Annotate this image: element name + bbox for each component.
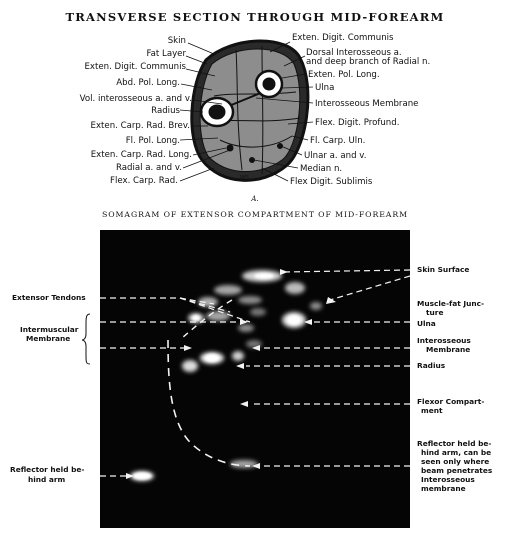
sono-label-ulna: Ulna [417, 319, 436, 328]
sono-label-reflector-1: Reflector held be- [10, 465, 85, 474]
label-skin: Skin [167, 36, 186, 46]
sono-label-flexor-2: ment [421, 406, 443, 415]
sono-label-refl-1: Reflector held be- [417, 439, 492, 448]
label-flex-digit-sublimis: Flex Digit. Sublimis [290, 177, 373, 187]
label-radius: Radius [151, 106, 180, 116]
label-deep-branch-radial: and deep branch of Radial n. [306, 57, 431, 67]
sono-label-extensor-tendons: Extensor Tendons [12, 293, 86, 302]
label-exten-pol-long: Exten. Pol. Long. [308, 70, 380, 80]
label-fl-carp-uln: Fl. Carp. Uln. [310, 136, 366, 146]
sono-label-radius: Radius [417, 361, 446, 370]
sonogram-title: SOMAGRAM OF EXTENSOR COMPARTMENT OF MID-FOREARM [102, 210, 408, 219]
label-flex-digit-profund: Flex. Digit. Profund. [315, 118, 400, 128]
label-median-n: Median n. [300, 164, 343, 174]
sono-label-flexor-1: Flexor Compart- [417, 397, 485, 406]
sono-label-muscle-fat-1: Muscle-fat Junc- [417, 299, 485, 308]
sono-label-refl-5: Interosseous [421, 475, 475, 484]
sono-label-refl-6: membrane [421, 484, 466, 493]
sono-label-intermuscular-2: Membrane [26, 334, 71, 343]
label-exten-digit-communis-right: Exten. Digit. Communis [292, 33, 394, 43]
sono-label-muscle-fat-2: ture [426, 308, 444, 317]
label-exten-carp-rad-long: Exten. Carp. Rad. Long. [90, 150, 192, 160]
sono-label-refl-4: beam penetrates [421, 466, 493, 475]
label-ulna: Ulna [315, 83, 335, 93]
figure-label: A. [251, 195, 259, 203]
artist-signature: WS [240, 175, 249, 181]
label-fat-layer: Fat Layer [146, 49, 186, 59]
label-ulnar-a-v: Ulnar a. and v. [304, 151, 367, 161]
sono-label-interosseous-1: Interosseous [417, 336, 471, 345]
label-radial-a-v: Radial a. and v. [115, 163, 182, 173]
sono-label-reflector-2: hind arm [28, 475, 66, 484]
label-fl-pol-long: Fl. Pol. Long. [125, 136, 180, 146]
label-exten-digit-communis-left: Exten. Digit. Communis [84, 62, 186, 72]
label-abd-pol-long: Abd. Pol. Long. [116, 78, 180, 88]
label-flex-carp-rad: Flex. Carp. Rad. [110, 176, 178, 186]
label-vol-interosseous: Vol. interosseous a. and v. [79, 94, 192, 104]
label-interosseous-membrane: Interosseous Membrane [315, 99, 419, 109]
label-exten-carp-rad-brev: Exten. Carp. Rad. Brev. [90, 121, 190, 131]
sono-label-skin-surface: Skin Surface [417, 265, 470, 274]
sono-label-intermuscular-1: Intermuscular [20, 325, 79, 334]
sono-label-interosseous-2: Membrane [426, 345, 471, 354]
sono-label-refl-2: hind arm, can be [421, 448, 492, 457]
label-dorsal-interosseous: Dorsal Interosseous a. [306, 48, 402, 58]
figure-title: TRANSVERSE SECTION THROUGH MID-FOREARM [65, 10, 445, 24]
sono-label-refl-3: seen only where [421, 457, 490, 466]
